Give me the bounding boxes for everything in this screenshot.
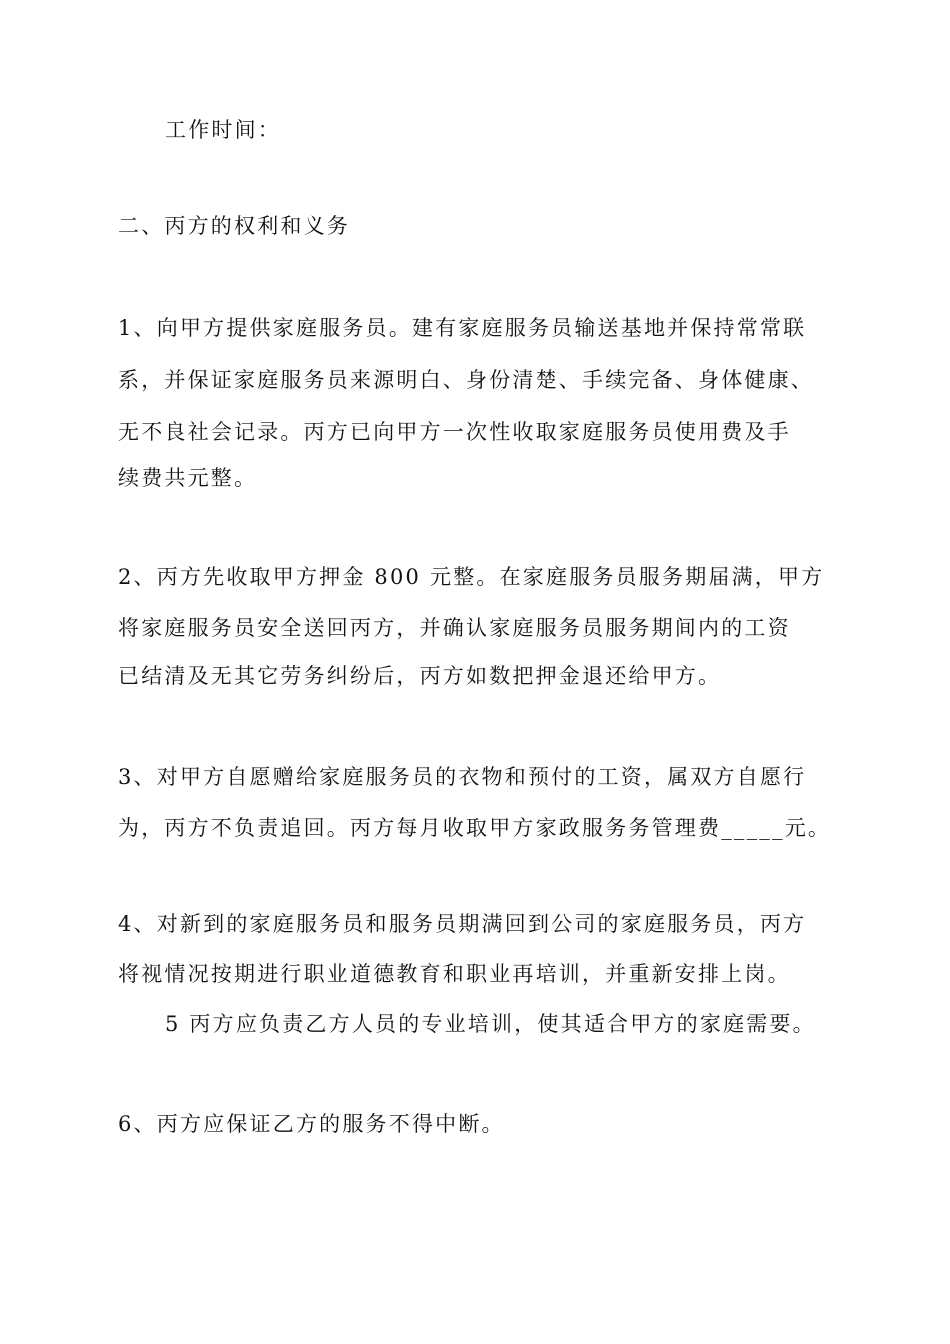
item1-line4: 续费共元整。 (118, 466, 258, 490)
item2-line1: 2、丙方先收取甲方押金 800 元整。在家庭服务员服务期届满，甲方 (118, 565, 825, 589)
item3-line2: 为，丙方不负责追回。丙方每月收取甲方家政服务务管理费_____元。 (118, 816, 832, 840)
work-time-label: 工作时间： (165, 118, 281, 142)
item3-line1: 3、对甲方自愿赠给家庭服务员的衣物和预付的工资，属双方自愿行 (118, 765, 807, 789)
section-heading: 二、丙方的权利和义务 (118, 214, 350, 238)
item6-line: 6、丙方应保证乙方的服务不得中断。 (118, 1112, 505, 1136)
item1-line1: 1、向甲方提供家庭服务员。建有家庭服务员输送基地并保持常常联 (118, 316, 807, 340)
item4-line2: 将视情况按期进行职业道德教育和职业再培训，并重新安排上岗。 (118, 962, 791, 986)
item1-line2: 系，并保证家庭服务员来源明白、身份清楚、手续完备、身体健康、 (118, 368, 814, 392)
item5-line: 5 丙方应负责乙方人员的专业培训，使其适合甲方的家庭需要。 (165, 1012, 816, 1036)
item2-line2: 将家庭服务员安全送回丙方，并确认家庭服务员服务期间内的工资 (118, 616, 791, 640)
item1-line3: 无不良社会记录。丙方已向甲方一次性收取家庭服务员使用费及手 (118, 420, 791, 444)
item2-line3: 已结清及无其它劳务纠纷后，丙方如数把押金退还给甲方。 (118, 664, 722, 688)
item4-line1: 4、对新到的家庭服务员和服务员期满回到公司的家庭服务员，丙方 (118, 912, 807, 936)
